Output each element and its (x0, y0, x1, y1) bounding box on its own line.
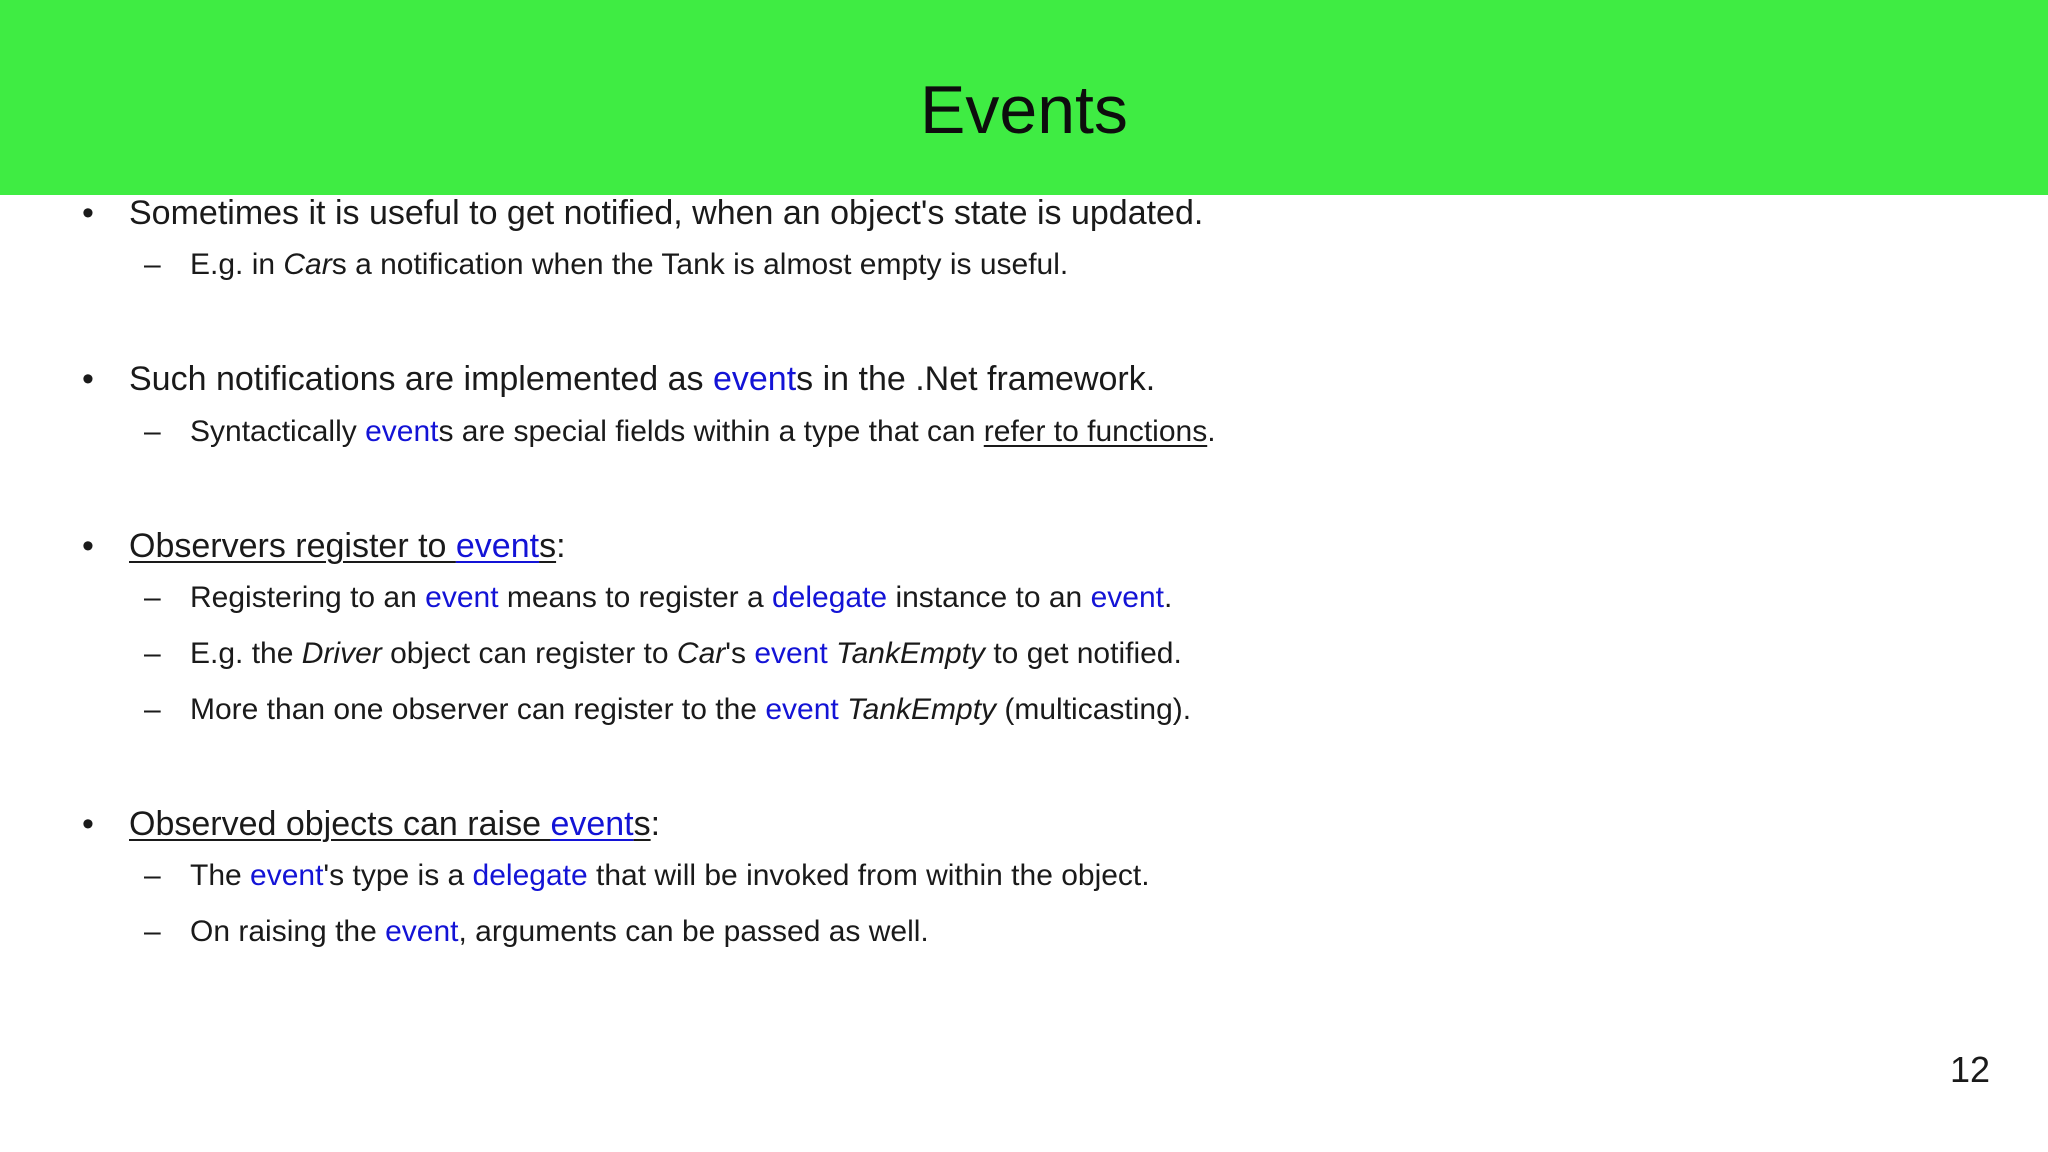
bullet-marker: • (82, 805, 94, 843)
text: , arguments can be passed as well. (458, 915, 929, 948)
keyword-event: event (765, 693, 839, 726)
bullet-1 (129, 193, 1203, 233)
dash-marker: – (144, 581, 161, 614)
dash-marker: – (144, 415, 161, 448)
bullet-1-sub-1 (190, 247, 1068, 283)
text-underlined: s (633, 805, 651, 843)
text-underlined: Observed objects can raise (129, 805, 551, 843)
text: Registering to an (190, 581, 426, 614)
keyword-event: event (250, 859, 324, 892)
keyword-event: event (425, 581, 499, 614)
text-italic: Car (283, 248, 332, 281)
bullet-2 (129, 359, 1155, 399)
bullet-1-text: Sometimes it is useful to get notified, when an object's state is updated. (129, 194, 1204, 232)
keyword-event: event (712, 360, 797, 398)
bullet-4-sub-2 (190, 914, 929, 950)
keyword-delegate: delegate (772, 581, 888, 614)
slide-title: Events (920, 72, 1128, 148)
text-italic: Car (676, 637, 726, 670)
keyword-event: event (385, 915, 459, 948)
text: E.g. in (190, 248, 284, 281)
bullet-3-sub-2 (190, 636, 1182, 672)
text (828, 637, 836, 670)
text-italic: TankEmpty (847, 693, 997, 726)
text: : (650, 805, 661, 843)
bullet-3-sub-1 (190, 580, 1172, 616)
text: s in the .Net framework. (796, 360, 1156, 398)
text: . (1163, 581, 1173, 614)
text: On raising the (190, 915, 386, 948)
text: 's (725, 637, 755, 670)
keyword-event: event (365, 415, 439, 448)
text (839, 693, 847, 726)
text: object can register to (381, 637, 677, 670)
page-number: 12 (1949, 1049, 1990, 1090)
text: . (1207, 415, 1216, 448)
text: : (556, 527, 566, 565)
keyword-event: event (455, 527, 540, 565)
text: s a notification when the Tank is almost empty is useful. (331, 248, 1069, 281)
dash-marker: – (144, 248, 161, 281)
dash-marker: – (144, 859, 161, 892)
bullet-2-sub-1 (190, 414, 1216, 450)
text: s are special fields within a type that can (438, 415, 984, 448)
text: means to register a (498, 581, 772, 614)
text: (multicasting). (996, 693, 1192, 726)
bullet-4 (129, 804, 660, 844)
bullet-3-sub-3 (190, 692, 1191, 728)
text-underlined: refer to functions (983, 415, 1208, 448)
bullet-marker: • (82, 194, 94, 232)
text: 's type is a (323, 859, 473, 892)
keyword-event: event (754, 637, 828, 670)
text: Syntactically (190, 415, 366, 448)
text-underlined: Observers register to (129, 527, 456, 565)
dash-marker: – (144, 637, 161, 670)
bullet-3 (129, 526, 566, 566)
bullet-4-sub-1 (190, 858, 1150, 894)
bullet-marker: • (82, 527, 94, 565)
text: that will be invoked from within the object. (587, 859, 1150, 892)
bullet-marker: • (82, 360, 94, 398)
keyword-event: event (550, 805, 634, 843)
text-underlined: s (539, 527, 557, 565)
keyword-delegate: delegate (472, 859, 588, 892)
text: More than one observer can register to the (190, 693, 766, 726)
text-italic: Driver (301, 637, 382, 670)
text: to get notified. (985, 637, 1182, 670)
text: instance to an (887, 581, 1091, 614)
text: Such notifications are implemented as (129, 360, 713, 398)
text: The (190, 859, 251, 892)
dash-marker: – (144, 693, 161, 726)
text-italic: TankEmpty (836, 637, 986, 670)
text: E.g. the (190, 637, 302, 670)
dash-marker: – (144, 915, 161, 948)
keyword-event: event (1090, 581, 1164, 614)
